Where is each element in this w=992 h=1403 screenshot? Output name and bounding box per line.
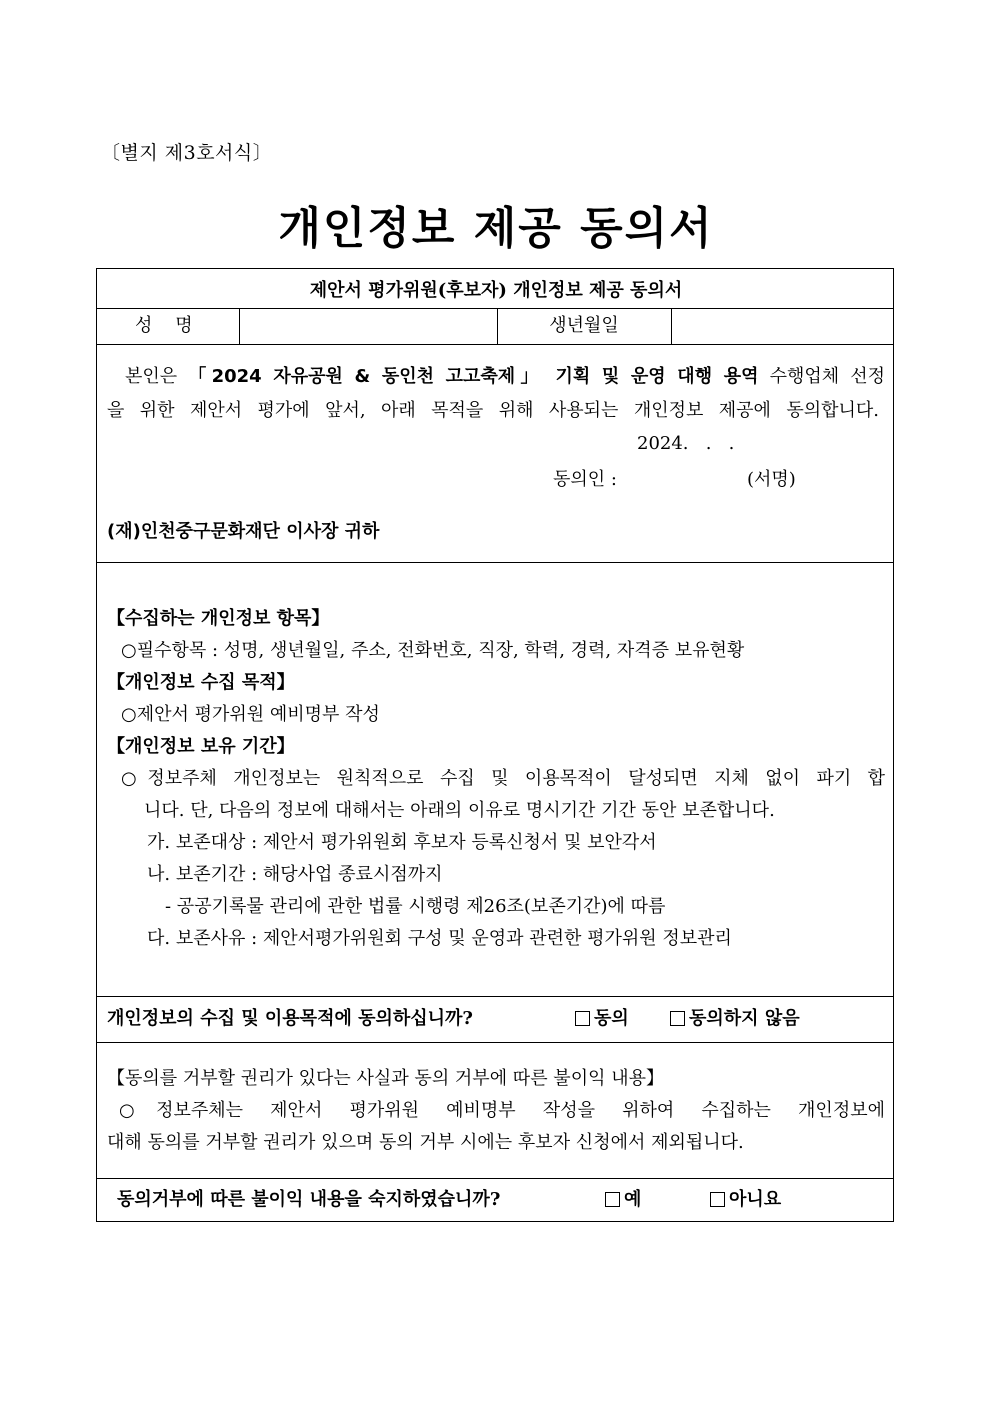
option-yes[interactable]: 예 [605,1191,641,1209]
retention-item-da: 다. 보존사유 : 제안서평가위원회 구성 및 운영과 관련한 평가위원 정보관리 [147,928,732,949]
refusal-line2: 대해 동의를 거부할 권리가 있으며 동의 거부 시에는 후보자 신청에서 제외됩니다. [107,1132,744,1153]
consent-statement-line2: 을 위한 제안서 평가에 앞서, 아래 목적을 위해 사용되는 개인정보 제공에 동의합니다. [107,400,879,421]
name-label: 성 명 [135,315,193,336]
signature-placeholder[interactable]: (서명) [747,469,796,490]
refusal-heading: 【동의를 거부할 권리가 있다는 사실과 동의 거부에 따른 불이익 내용】 [107,1068,664,1089]
birthdate-field[interactable] [672,309,894,344]
name-field[interactable] [240,309,496,344]
option-no[interactable]: 아니요 [710,1191,781,1209]
checkbox-disagree[interactable] [670,1011,685,1026]
document-title: 개인정보 제공 동의서 [278,203,714,254]
section-heading-items: 【수집하는 개인정보 항목】 [107,608,330,629]
section-heading-purpose: 【개인정보 수집 목적】 [107,672,295,693]
checkbox-no[interactable] [710,1192,725,1207]
consent-statement-line1: 본인은 「2024 자유공원 & 동인천 고고축제」 기획 및 운영 대행 용역 수행업체 선정 [125,366,885,387]
signer-label: 동의인 : [553,469,617,490]
consent-date: 2024. . . [637,433,735,454]
retention-item-na: 나. 보존기간 : 해당사업 종료시점까지 [147,864,443,885]
required-items-line: ○필수항목 : 성명, 생년월일, 주소, 전화번호, 직장, 학력, 경력, 자격증 보유현황 [121,640,745,661]
form-number-label: 〔별지 제3호서식〕 [101,142,273,164]
recipient: (재)인천중구문화재단 이사장 귀하 [107,521,380,542]
retention-item-ga: 가. 보존대상 : 제안서 평가위원회 후보자 등록신청서 및 보안각서 [147,832,657,853]
consent-question: 개인정보의 수집 및 이용목적에 동의하십니까? [107,1008,473,1029]
birthdate-label: 생년월일 [549,315,619,336]
project-name: 「2024 자유공원 & 동인천 고고축제」 기획 및 운영 대행 용역 [188,366,759,387]
acknowledge-question: 동의거부에 따른 불이익 내용을 숙지하였습니까? [117,1189,501,1210]
consent-form-table [96,268,894,1222]
section-heading-retention: 【개인정보 보유 기간】 [107,736,295,757]
purpose-line: ○제안서 평가위원 예비명부 작성 [121,704,380,725]
checkbox-agree[interactable] [575,1011,590,1026]
option-agree[interactable]: 동의 [575,1010,629,1028]
refusal-line1: ○정보주체는 제안서 평가위원 예비명부 작성을 위하여 수집하는 개인정보에 [119,1100,885,1121]
option-disagree[interactable]: 동의하지 않음 [670,1010,800,1028]
retention-line2: 니다. 단, 다음의 정보에 대해서는 아래의 이유로 명시기간 기간 동안 보존합니다. [144,800,775,821]
retention-item-na-sub: - 공공기록물 관리에 관한 법률 시행령 제26조(보존기간)에 따름 [165,896,666,917]
checkbox-yes[interactable] [605,1192,620,1207]
table-header: 제안서 평가위원(후보자) 개인정보 제공 동의서 [309,280,683,301]
retention-line1: ○정보주체 개인정보는 원칙적으로 수집 및 이용목적이 달성되면 지체 없이 파기 합 [121,768,885,789]
